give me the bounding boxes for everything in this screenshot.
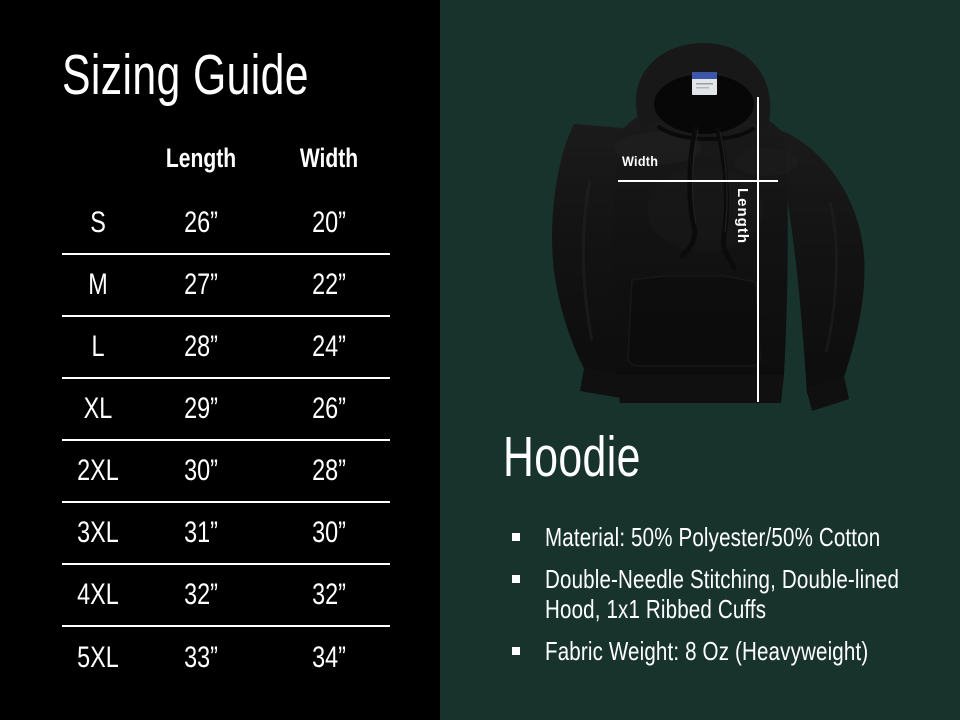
list-item bbox=[506, 564, 960, 624]
table-row bbox=[62, 379, 390, 441]
size-label: 2XL bbox=[77, 454, 119, 487]
size-label: 3XL bbox=[77, 516, 119, 549]
table-row bbox=[62, 565, 390, 627]
product-title: Hoodie bbox=[503, 425, 641, 489]
size-label: 5XL bbox=[77, 641, 119, 674]
table-row bbox=[62, 317, 390, 379]
length-value: 27” bbox=[184, 268, 218, 301]
size-label: L bbox=[91, 330, 105, 363]
column-header-length: Length bbox=[165, 143, 237, 173]
feature-text: Fabric Weight: 8 Oz (Heavyweight) bbox=[545, 636, 869, 666]
length-value: 30” bbox=[184, 454, 218, 487]
sizing-table bbox=[62, 140, 390, 689]
length-value: 29” bbox=[184, 392, 218, 425]
bullet-square-icon bbox=[512, 533, 520, 541]
brand-tag bbox=[692, 72, 717, 95]
list-item bbox=[506, 636, 960, 666]
table-header-row bbox=[62, 140, 390, 193]
feature-text: Material: 50% Polyester/50% Cotton bbox=[545, 522, 881, 552]
size-label: S bbox=[90, 206, 106, 239]
bullet-square-icon bbox=[512, 575, 520, 583]
size-label: 4XL bbox=[77, 578, 119, 611]
feature-text: Double-Needle Stitching, Double-lined Hood, 1x1 Ribbed Cuffs bbox=[545, 564, 900, 624]
width-value: 22” bbox=[312, 268, 346, 301]
width-value: 32” bbox=[312, 578, 346, 611]
size-label: XL bbox=[83, 392, 113, 425]
sizing-panel bbox=[0, 0, 440, 720]
length-value: 32” bbox=[184, 578, 218, 611]
table-row bbox=[62, 441, 390, 503]
width-measure-line bbox=[618, 180, 778, 182]
width-value: 20” bbox=[312, 206, 346, 239]
length-measure-label: Length bbox=[734, 188, 751, 244]
hoodie-pocket bbox=[628, 276, 760, 366]
length-value: 33” bbox=[184, 641, 218, 674]
table-row bbox=[62, 193, 390, 255]
product-panel bbox=[440, 0, 960, 720]
table-row bbox=[62, 255, 390, 317]
width-value: 28” bbox=[312, 454, 346, 487]
table-row bbox=[62, 627, 390, 689]
width-value: 34” bbox=[312, 641, 346, 674]
column-header-width: Width bbox=[299, 143, 359, 173]
length-value: 31” bbox=[184, 516, 218, 549]
list-item bbox=[506, 522, 960, 552]
width-value: 26” bbox=[312, 392, 346, 425]
product-features-list bbox=[506, 522, 960, 678]
bullet-square-icon bbox=[512, 647, 520, 655]
hoodie-image bbox=[530, 30, 880, 440]
page-title: Sizing Guide bbox=[62, 43, 309, 107]
width-value: 30” bbox=[312, 516, 346, 549]
length-value: 28” bbox=[184, 330, 218, 363]
length-value: 26” bbox=[184, 206, 218, 239]
width-measure-label: Width bbox=[622, 153, 659, 169]
table-row bbox=[62, 503, 390, 565]
size-label: M bbox=[88, 268, 108, 301]
width-value: 24” bbox=[312, 330, 346, 363]
length-measure-line bbox=[757, 97, 759, 402]
